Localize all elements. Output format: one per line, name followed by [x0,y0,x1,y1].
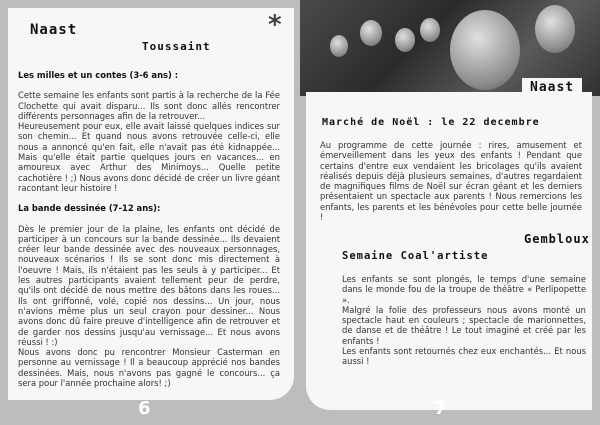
paragraph: Heureusement pour eux, elle avait laissé quelques indices sur son chemin... Et quand nous avons retrouvée celle-ci, elle nous a annoncé qu'en fait, elle n'avait pas été kidnappée... Mais qu'elle était partie quelques jours en vacances... en amoureux avec Arthur des Minimoys... Quelle petite cachotière ! ;) Nous avons donc décidé de créer un livre géant racontant leur histoire ! [18,121,280,193]
section-heading: La bande dessinée (7-12 ans): [18,203,161,214]
child-face [395,28,415,52]
coal-artiste-article [342,274,586,377]
gembloux-title: Gembloux [524,232,590,246]
paragraph: Dès le premier jour de la plaine, les enfants ont décidé de participer à un concours sur la bande dessinée... Ils devaient créer leur bande dessinée avec des nouveaux personnages, nouveaux scénarios ! Ils se sont donc mis directement à l'oeuvre ! Mais, ils n'étaient pas les seuls à y participer... Et les autres participants avaient tellement peur de perdre, qu'ils ont décidé de nous mettre des bâtons dans les roues... Ils ont griffonné, volé, copié nos dessins... Un jour, nous n'avions même plus un seul crayon pour dessiner... Nous avons donc dû faire preuve d'intelligence afin de retrouver et de garder nos dessins jusqu'au vernissage... Et nous avons réussi ! :) [18,223,280,347]
paragraph: Nous avons donc pu rencontrer Monsieur Casterman en personne au vernissage ! Il a beaucoup apprécié nos bandes dessinées. Mais, nous n'avons pas gagné le concours... ça sera pour l'année prochaine alors! ;) [18,347,280,389]
paragraph: Cette semaine les enfants sont partis à la recherche de la Fée Clochette qui avait disparu... Ils sont donc allés rencontrer différents personnages afin de la retrouver... [18,90,280,121]
left-article [18,70,280,398]
page-number: 6 [138,398,151,419]
star-icon: * [268,10,282,40]
child-face [450,10,520,90]
paragraph: Malgré la folie des professeurs nous avons monté un spectacle haut en couleurs ; spectacle de marionnettes, de danse et de théâtre ! Le tout imaginé et créé par les enfants ! [342,304,586,346]
left-page-subtitle: Toussaint [142,40,211,53]
section-title-coal-artiste: Semaine Coal'artiste [342,250,489,262]
paragraph: Les enfants se sont plongés, le temps d'une semaine dans le monde fou de la troupe de théâtre « Perlipopette ». [342,274,586,305]
section-title-marche: Marché de Noël : le 22 decembre [322,117,540,128]
child-face [360,20,382,46]
marche-article [320,140,582,232]
page-number: 7 [434,398,447,419]
paragraph: Au programme de cette journée : rires, amusement et émerveillement dans les yeux des enfants ! Pendant que certains d'entre eux vendaient les bricolages qu'ils avaient réalisés depuis déjà plusieurs semaines, d'autres regardaient de magnifiques films de Noël sur écran géant et les derniers présentaient un spectacle aux parents ! Nous remercions les enfants, les parents et les bénévoles pour cette belle journée ! [320,140,582,223]
right-page [300,0,600,425]
child-face [535,5,575,53]
section-heading: Les milles et un contes (3-6 ans) : [18,70,179,80]
child-face [330,35,348,57]
right-page-title: Naast [522,78,582,97]
paragraph: Les enfants sont retournés chez eux enchantés... Et nous aussi ! [342,346,586,367]
left-page-title: Naast [30,22,78,38]
child-face [420,18,440,42]
